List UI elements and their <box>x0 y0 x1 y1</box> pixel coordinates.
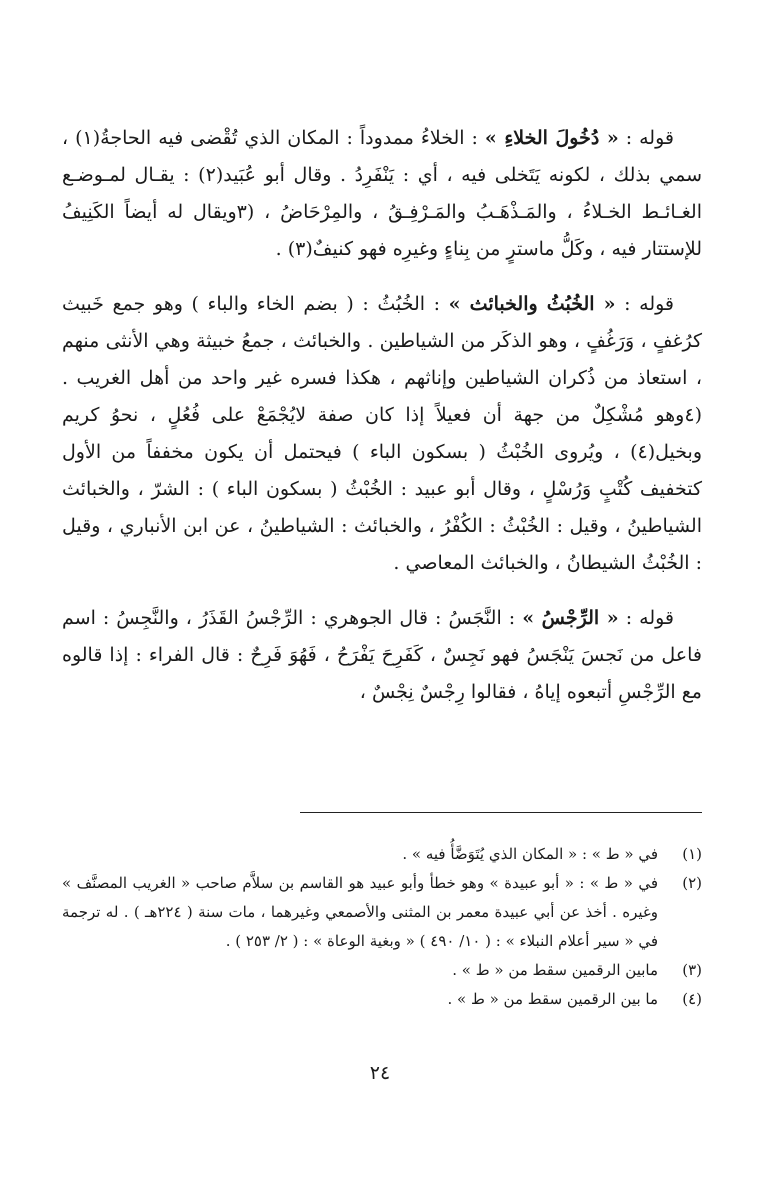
footnote-item <box>62 840 702 869</box>
headword: « الخُبُثُ والخبائث » <box>448 293 616 315</box>
footnote-text: ما بين الرقمين سقط من « ط » . <box>447 990 658 1008</box>
footnote-item <box>62 869 702 956</box>
page-number: ٢٤ <box>369 1062 391 1084</box>
footnote-item <box>62 956 702 985</box>
footnote-number: (٢) <box>682 874 702 892</box>
paragraph-prefix: قوله : <box>615 293 675 315</box>
paragraph-al-khubuth <box>62 286 702 582</box>
footnote-number: (١) <box>682 845 702 863</box>
footnotes <box>62 840 702 1014</box>
paragraph-prefix: قوله : <box>618 127 674 149</box>
paragraph-body: : النَّجَسُ : قال الجوهري : الرِّجْسُ القَذَرُ ، والنَّجِسُ : اسم فاعل من نَجسَ يَنْجَسُ فهو نَجِسٌ ، كَفَرِحَ يَفْرَحُ ، فَهُوَ فَرِحٌ : قال الفراء : إذا قالوه مع الرِّجْسِ أتبعوه إياهُ ، فقالوا رِجْسٌ نِجْسٌ ، <box>62 607 702 703</box>
main-text <box>62 120 702 729</box>
footnote-text: مابين الرقمين سقط من « ط » . <box>452 961 658 979</box>
footnote-text: في « ط » : « المكان الذي يُتَوَضَّأُ فيه » . <box>402 845 658 863</box>
headword: « الرِّجْسُ » <box>522 607 619 629</box>
paragraph-body: : الخلاءُ ممدوداً : المكان الذي تُقْضى فيه الحاجةُ(١) ، سمي بذلك ، لكونه يَتَخلى فيه ، أي : يَنْفَرِدُ . وقال أبو عُبَيد(٢) : يقـال لمـوضـع الغـائـط الخـلاءُ ، والمَـذْهَـبُ والمَـرْفِـقُ ، والمِرْحَاضُ ، (٣ويقال له أيضاً الكَنِيفُ للإستتار فيه ، وكَلُّ ماسترٍ من بِناءٍ وغيرِه فهو كنيفٌ(٣) . <box>62 127 702 260</box>
footnote-item <box>62 985 702 1014</box>
paragraph-dukhul-al-khala <box>62 120 702 268</box>
paragraph-prefix: قوله : <box>618 607 675 629</box>
footnote-text: في « ط » : « أبو عبيدة » وهو خطأ وأبو عبيد هو القاسم بن سلاَّم صاحب « الغريب المصنَّف » وغيره . أخذ عن أبي عبيدة معمر بن المثنى والأصمعي وغيرهما ، مات سنة ( ٢٢٤هـ ) . له ترجمة في « سير أعلام النبلاء » : ( ١٠/ ٤٩٠ ) « وبغية الوعاة » : ( ٢/ ٢٥٣ ) . <box>62 874 658 950</box>
footnote-number: (٤) <box>682 990 702 1008</box>
footnote-divider <box>300 812 702 813</box>
footnote-number: (٣) <box>682 961 702 979</box>
paragraph-ar-rijs <box>62 600 702 711</box>
paragraph-body: : الخُبُثُ : ( بضم الخاء والباء ) وهو جمع خَبيث كرُغفٍ ، وَرَغُفٍ ، وهو الذكَر من الشياطين . والخبائث ، جمعُ خبيثة وهي الأنثى منهم ، استعاذ من ذُكران الشياطين وإناثهم ، هكذا فسره غير واحد من أهل الغريب . (٤وهو مُشْكِلٌ من جهة أن فعيلاً إذا كان صفة لايُجْمَعْ على فُعُلٍ ، نحوُ كريم وبخيل(٤) ، ويُروى الخُبْثُ ( بسكون الباء ) فيحتمل أن يكون مخففاً من الأول كتخفيف كُتْبٍ وَرُسْلٍ ، وقال أبو عبيد : الخُبْثُ ( بسكون الباء ) : الشرّ ، والخبائث الشياطينُ ، وقيل : الخُبْثُ : الكُفْرُ ، والخبائث : الشياطينُ ، عن ابن الأنباري ، وقيل : الخُبْثُ الشيطانُ ، والخبائث المعاصي . <box>62 293 702 574</box>
headword: « دُخُولَ الخلاءِ » <box>484 127 619 149</box>
